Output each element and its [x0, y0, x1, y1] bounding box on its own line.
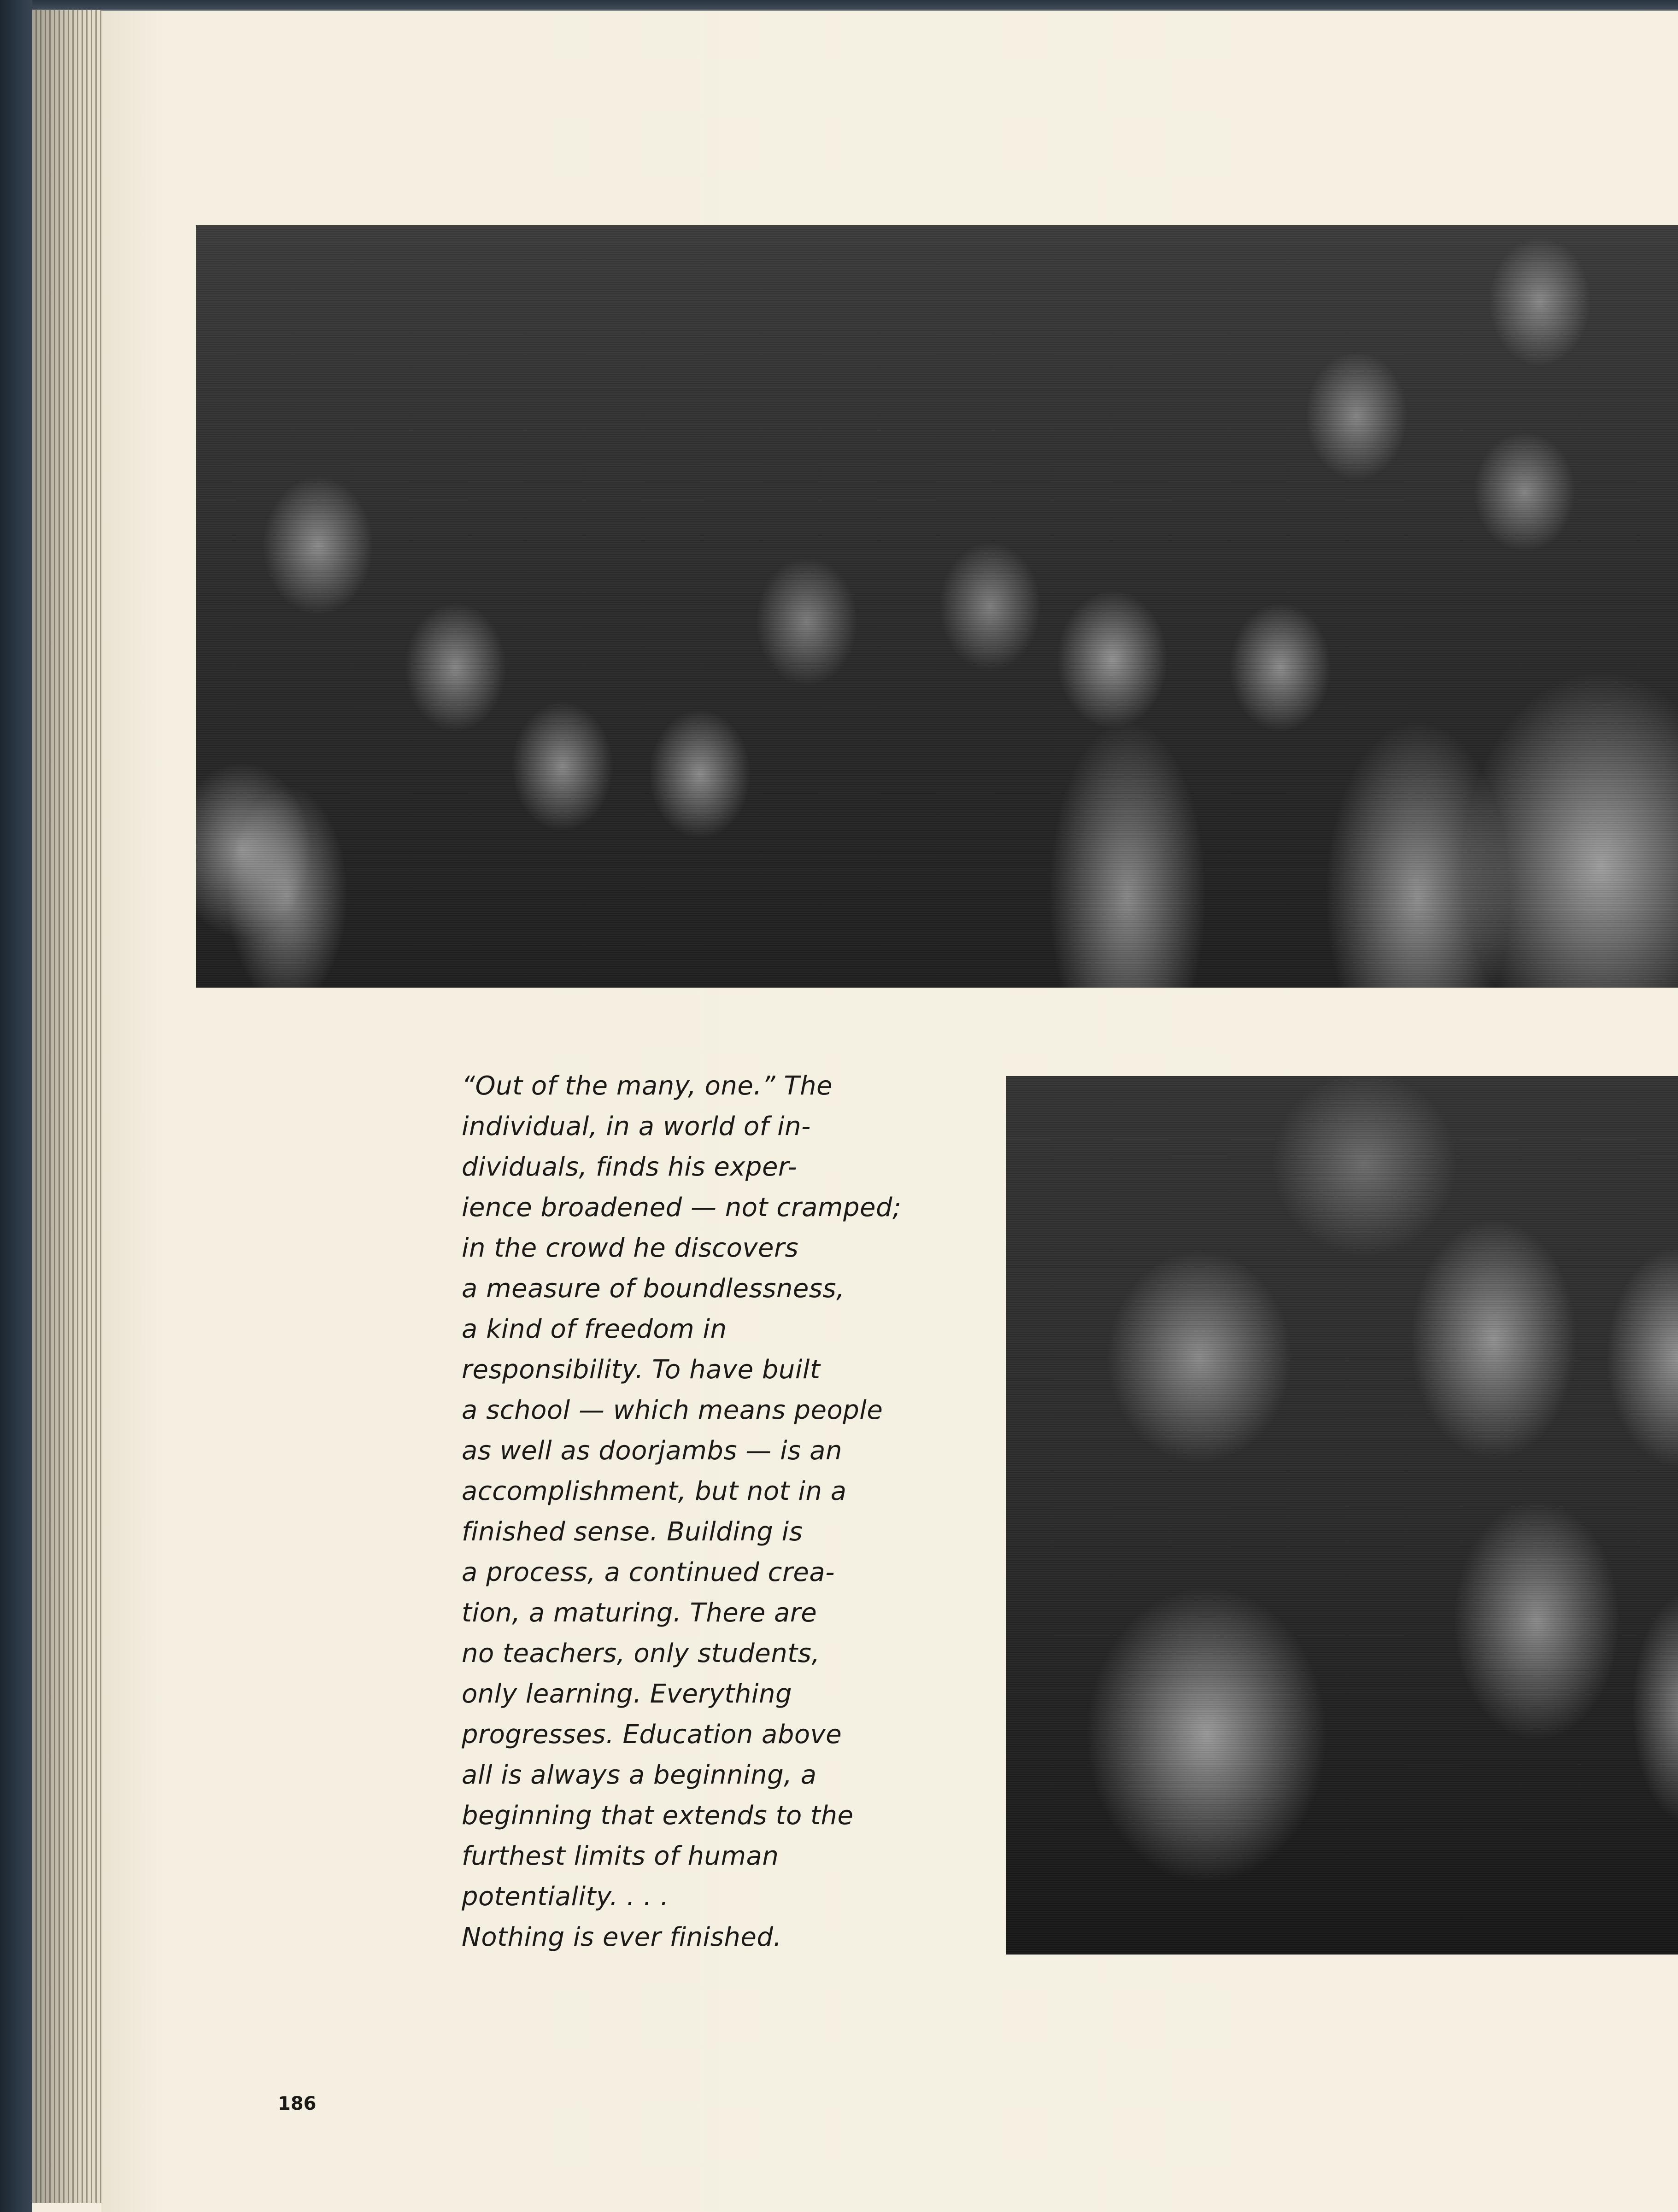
caption-line: ience broadened — not cramped;: [462, 1193, 902, 1223]
photo-grain: [1006, 1076, 1678, 1955]
caption-line: a school — which means people: [462, 1395, 883, 1425]
caption-text: [462, 1066, 978, 1958]
caption-line: Nothing is ever finished.: [462, 1922, 782, 1952]
caption-line: tion, a maturing. There are: [462, 1598, 817, 1628]
caption-line: accomplishment, but not in a: [462, 1476, 847, 1506]
caption-line: a measure of boundlessness,: [462, 1274, 845, 1304]
book-page: [101, 11, 1678, 2212]
caption-line: finished sense. Building is: [462, 1517, 803, 1547]
photo-grain: [196, 225, 1678, 988]
caption-line: a process, a continued crea-: [462, 1557, 835, 1587]
caption-line: furthest limits of human: [462, 1841, 779, 1871]
caption-line: only learning. Everything: [462, 1679, 792, 1709]
page-number: 186: [278, 2093, 317, 2114]
caption-line: “Out of the many, one.” The: [462, 1071, 833, 1101]
caption-line: no teachers, only students,: [462, 1639, 820, 1668]
page-edges-shadow: [32, 10, 101, 2203]
book-cover-edge: [0, 0, 32, 2212]
caption-line: dividuals, finds his exper-: [462, 1152, 798, 1182]
caption-line: all is always a beginning, a: [462, 1760, 817, 1790]
caption-line: as well as doorjambs — is an: [462, 1436, 842, 1466]
caption-line: in the crowd he discovers: [462, 1233, 799, 1263]
caption-line: beginning that extends to the: [462, 1801, 854, 1831]
caption-line: individual, in a world of in-: [462, 1112, 811, 1141]
photo-crowd-of-students: [196, 225, 1678, 988]
caption-line: progresses. Education above: [462, 1720, 842, 1750]
photo-students-close-up: [1006, 1076, 1678, 1955]
caption-line: responsibility. To have built: [462, 1355, 821, 1385]
caption-line: potentiality. . . .: [462, 1882, 669, 1912]
caption-line: a kind of freedom in: [462, 1314, 727, 1344]
